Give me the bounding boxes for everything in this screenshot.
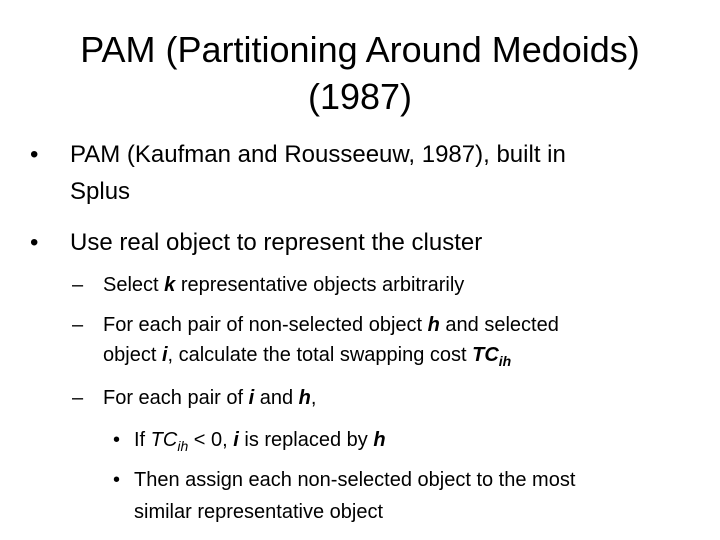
variable-k: k <box>164 274 176 296</box>
subsub-1-pre: If <box>134 429 151 451</box>
subitem-2-pre: For each pair of non-selected object <box>103 314 428 336</box>
subsubitem-assign <box>134 464 575 528</box>
subitem-pair-i-h <box>103 383 316 413</box>
variable-i: i <box>233 429 239 451</box>
bullet-marker: • <box>30 229 39 256</box>
bullet-1-text <box>70 136 566 210</box>
bullet-2-text: Use real object to represent the cluster <box>70 229 483 256</box>
dash-marker: – <box>72 274 84 296</box>
dash-marker: – <box>72 314 84 336</box>
subitem-2-line-2 <box>103 340 559 370</box>
variable-h: h <box>427 314 440 336</box>
title-line-1: PAM (Partitioning Around Medoids) <box>80 29 640 70</box>
subitem-1-pre: Select <box>103 274 165 296</box>
subitem-select-k <box>103 270 464 300</box>
variable-h: h <box>373 429 386 451</box>
subitem-3-pre: For each pair of <box>103 387 249 409</box>
subsub-1-mid: < 0, <box>188 429 234 451</box>
bullet-marker: • <box>30 141 39 168</box>
subitem-2-pre2: object <box>103 344 162 366</box>
variable-i: i <box>161 344 168 366</box>
subitem-2-post: , calculate the total swapping cost <box>167 344 473 366</box>
subsub-2-line-2: similar representative object <box>134 501 383 523</box>
bullet-1-line-1: PAM (Kaufman and Rousseeuw, 1987), built in <box>70 141 566 168</box>
bullet-marker: • <box>113 469 121 491</box>
subsub-2-line-1: Then assign each non-selected object to the most <box>134 469 576 491</box>
variable-tc: TC <box>150 429 178 451</box>
subitem-3-post: , <box>310 387 317 409</box>
bullet-1-line-2: Splus <box>70 178 131 205</box>
variable-tc-subscript: ih <box>498 352 512 369</box>
variable-h: h <box>298 387 311 409</box>
slide-title <box>0 26 720 120</box>
subsub-1-mid2: is replaced by <box>238 429 374 451</box>
title-line-2: (1987) <box>307 76 413 117</box>
bullet-marker: • <box>113 429 121 451</box>
variable-i: i <box>248 387 255 409</box>
dash-marker: – <box>72 387 84 409</box>
subitem-3-mid: and <box>254 387 299 409</box>
subitem-2-mid: and selected <box>439 314 559 336</box>
subitem-1-post: representative objects arbitrarily <box>175 274 465 296</box>
subitem-2-line-1 <box>103 310 559 340</box>
variable-tc: TC <box>472 344 499 366</box>
subitem-swapping-cost <box>103 310 559 370</box>
subsubitem-if-tc <box>134 424 386 456</box>
variable-tc-subscript: ih <box>177 437 189 454</box>
